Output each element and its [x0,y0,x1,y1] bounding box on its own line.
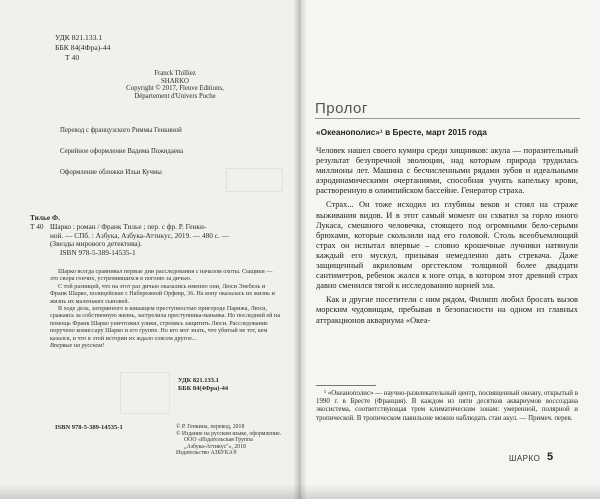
series-design-credit: Серийное оформление Вадима Пожидаева [60,148,184,155]
body-paragraph: Как и другие посетители с ним рядом, Филипп любил бросать вызов морским чудовищам, пребывая в безопасности на одном из главных аттракционов аквариума «Океа- [316,295,578,325]
body-paragraph: Страх... Он тоже исходил из глубины веков и стоял на страже выживания видов. И в этот самый момент он схватил за горло юного Лукаса, смешного человечка, стоящего под огромными бело-серыми брюхами, которые скользили над его головой. Столь всеобъемлющий страх он испытал впервые – словно крошечные лучники натянули каждый его мускул, призывая немедленно дать стрекача. Даже защищенный акриловым оргстеклом толщиной более двадцати сантиметров, ребенок жался к ноге отца, в котором этот древний страх давно сменился тягой к исследованию корней зла. [316,200,578,291]
catalog-isbn: ISBN 978-5-389-14535-1 [60,248,136,258]
original-author: Franck Thilliez [154,70,196,77]
catalog-line-1: Шарко : роман / Франк Тилье ; пер. с фр. Р. Генки- [50,221,207,231]
original-edition-info [115,70,235,100]
annotation-paragraph: С той разницей, что на этот раз дичью оказались именно они, Люси Энебель и Франк Шарко, полицейские с Набережной Орфевр, 36. На кону оказалась их жизнь и жизнь их маленьких сыновей. [50,282,275,305]
copyright-bottom [176,424,286,457]
copyright-line: © Издание на русском языке, оформление. [176,430,282,437]
author-sign: Т 40 [65,53,80,62]
copyright-line: „Азбука-Аттикус"», 2018 [184,443,246,450]
chapter-title: Пролог [315,100,368,117]
body-paragraph: Человек нашел своего кумира среди хищников: акула — поразительный результат безупречной эволюции, над которым природа трудилась миллионы лет. Машина с бесчисленными рядами зубов и идеальными аэродинамическими очертаниями, способная учуять капельку крови, растворенную в олимпийском бассейне. Генератор страха. [316,146,578,196]
book-gutter [293,0,307,499]
original-department: Département d'Univers Poche [134,92,216,100]
catalog-line-3: (Звезды мирового детектива). [50,239,142,249]
udk-bottom-block [178,377,228,393]
isbn-bottom: ISBN 978-5-389-14535-1 [55,424,123,431]
translator-credit: Перевод с французского Риммы Генкиной [60,127,182,134]
footnote-text: ¹ «Океанополис» — научно-развлекательный центр, посвященный океану, открытый в 1990 г. в Бресте (Франция). В каждом из пяти десятков аквариумов воссоздана экосистема, соответствующая трем климатическим зонам: умеренной, полярной и тропической. В тропическом павильоне можно наблюдать стаи акул. — Примеч. перев. [316,390,578,422]
original-title: SHARKO [161,77,189,85]
bbk-code: ББК 84(4Фра)-44 [55,43,111,52]
annotation-first-time: Впервые на русском! [50,342,105,350]
udk-top-block [55,33,110,63]
annotation-paragraph: В ходе дела, затерянного в кишащем преступностью пригороде Парижа, Люси, сражаясь за собственную жизнь, застрелила преступника-маньяка. Но последний ей на помощь Франк Шарко уничтожил улики, стремясь защитить Люси. Расследование поручено комиссару Шарко и его группе. Но кто мог знать, что убитый не тот, кем казался, и что в этой истории их ждало совсем другое... [50,305,281,342]
credits-block [60,126,183,177]
footnote-rule [316,385,376,386]
catalog-record [30,214,292,258]
catalog-heading: Тилье Ф. [30,213,60,222]
faint-stamp [226,168,283,192]
copyright-line: Издательство АЗБУКА® [176,450,238,457]
copyright-line: © Р. Генкина, перевод, 2018 [176,424,245,430]
annotation-paragraph: Шарко всегда сравнивал первые дни расследования с началом охоты. Сыщики — это свора гончих, устремившихся в погоню за дичью. [50,268,273,283]
chapter-place-date: «Океанополис»¹ в Бресте, март 2015 года [316,127,487,137]
catalog-code: Т 40 [30,221,44,231]
chapter-rule [315,118,580,119]
annotation-block [50,268,282,349]
cover-design-credit: Оформление обложки Ильи Кучмы [60,169,162,176]
catalog-line-2: ной. — СПб. : Азбука, Азбука-Аттикус, 2019. — 480 с. — [50,230,229,240]
faint-stamp-2 [120,372,170,414]
copyright-line: ООО «Издательская Группа [184,437,253,444]
udk-bottom-code: УДК 821.133.1 [178,377,219,384]
bottom-shadow [0,484,600,499]
chapter-body [316,146,578,330]
original-copyright: Copyright © 2017, Fleuve Editions, [126,85,224,93]
page-number: 5 [547,451,554,463]
running-head: ШАРКО [509,454,541,463]
bbk-bottom-code: ББК 84(4Фра)-44 [178,385,229,392]
footnote [316,390,578,423]
udk-code: УДК 821.133.1 [55,33,103,42]
